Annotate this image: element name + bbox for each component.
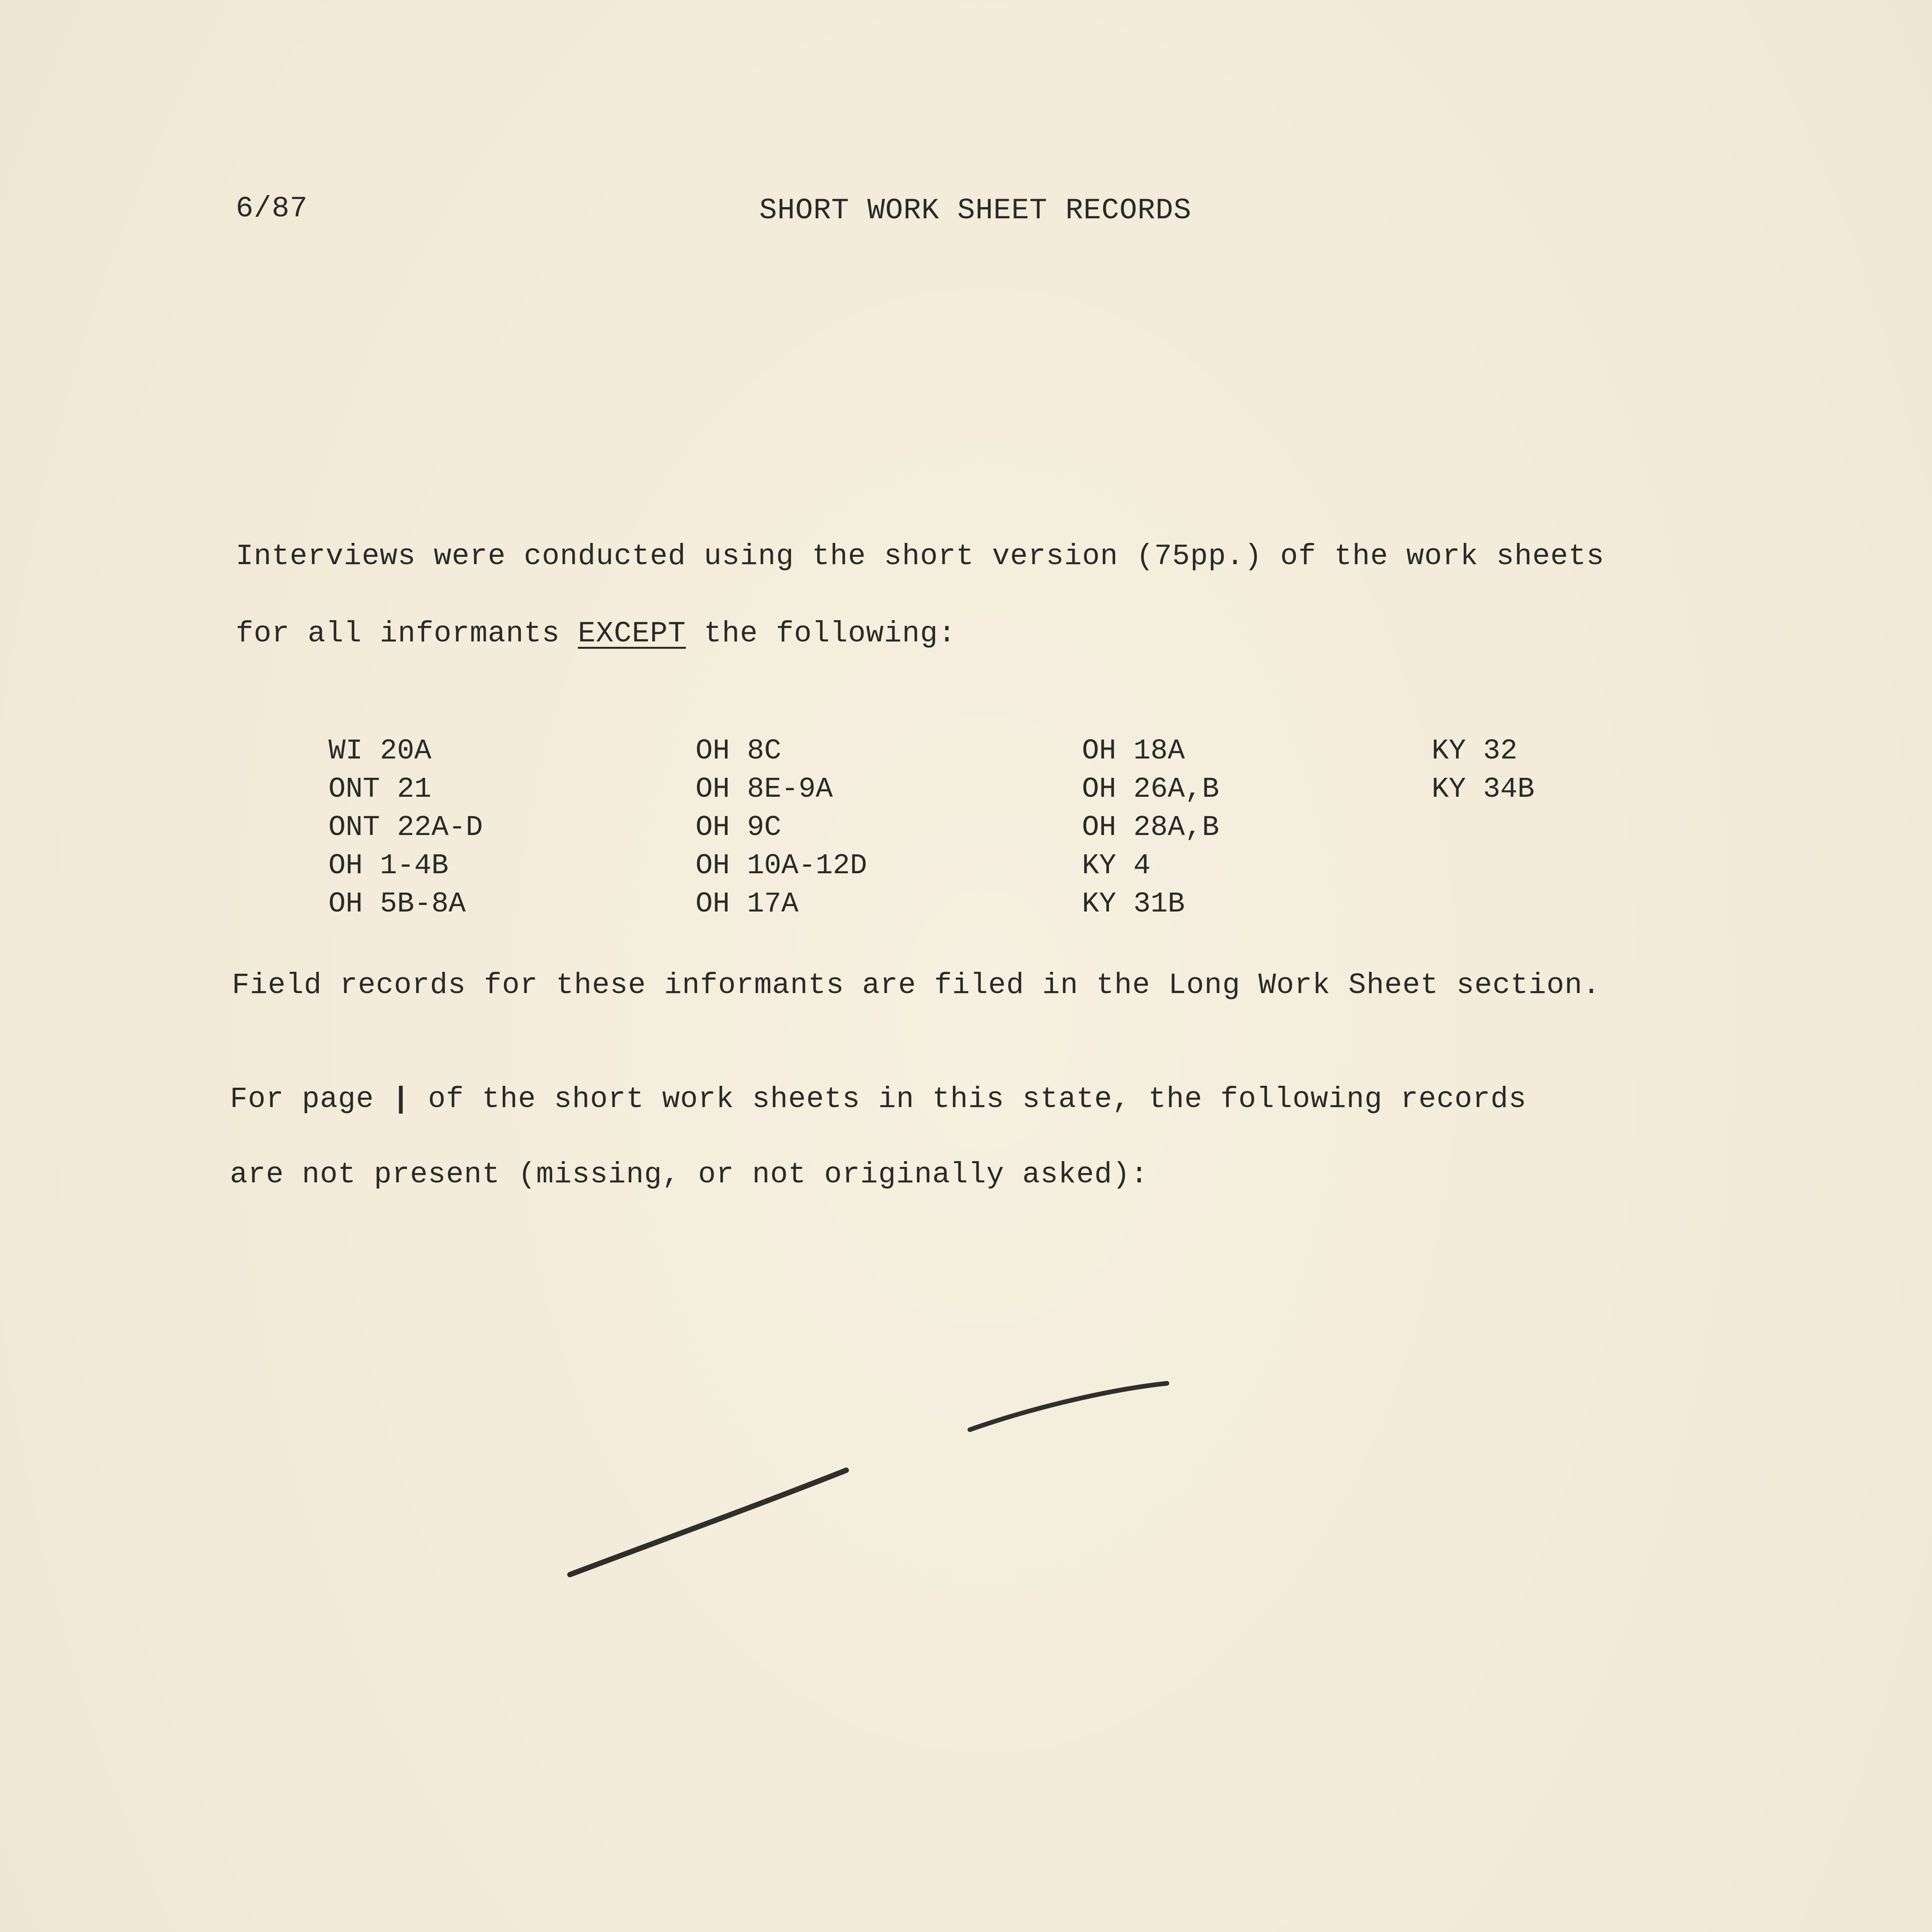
except-emphasis: EXCEPT — [578, 617, 686, 650]
informant-item: OH 28A,B — [1082, 811, 1219, 844]
page-note-suffix: of the short work sheets in this state, the following records — [410, 1083, 1527, 1116]
informant-item: OH 8E-9A — [696, 773, 833, 806]
informant-item: OH 18A — [1082, 735, 1185, 767]
intro-line-1: Interviews were conducted using the short version (75pp.) of the work sheets — [236, 540, 1605, 573]
pen-stroke-upper — [970, 1383, 1167, 1430]
intro-line-2-before: for all informants — [236, 617, 578, 650]
informant-item: OH 1-4B — [328, 850, 449, 882]
informant-item: OH 9C — [696, 811, 782, 844]
page-note-prefix: For page — [230, 1083, 392, 1116]
informant-item: OH 26A,B — [1082, 773, 1219, 806]
informant-item: OH 5B-8A — [328, 888, 466, 920]
informant-item: OH 17A — [696, 888, 799, 920]
informant-item: OH 10A-12D — [696, 850, 867, 882]
informant-item: OH 8C — [696, 735, 782, 767]
header-date: 6/87 — [236, 192, 308, 225]
informant-item: ONT 22A-D — [328, 811, 483, 844]
informant-item: WI 20A — [328, 735, 432, 767]
page-note-line-2: are not present (missing, or not originally asked): — [230, 1158, 1148, 1191]
filing-note: Field records for these informants are filed in the Long Work Sheet section. — [232, 969, 1601, 1002]
informant-item: KY 34B — [1432, 773, 1535, 806]
handwritten-page-number: | — [392, 1083, 410, 1116]
page-title: SHORT WORK SHEET RECORDS — [759, 194, 1192, 227]
intro-line-2-after: the following: — [686, 617, 956, 650]
informant-item: ONT 21 — [328, 773, 432, 806]
informant-item: KY 31B — [1082, 888, 1185, 920]
informant-item: KY 4 — [1082, 850, 1151, 882]
pen-stroke-lower — [570, 1470, 846, 1575]
informant-item: KY 32 — [1432, 735, 1518, 767]
